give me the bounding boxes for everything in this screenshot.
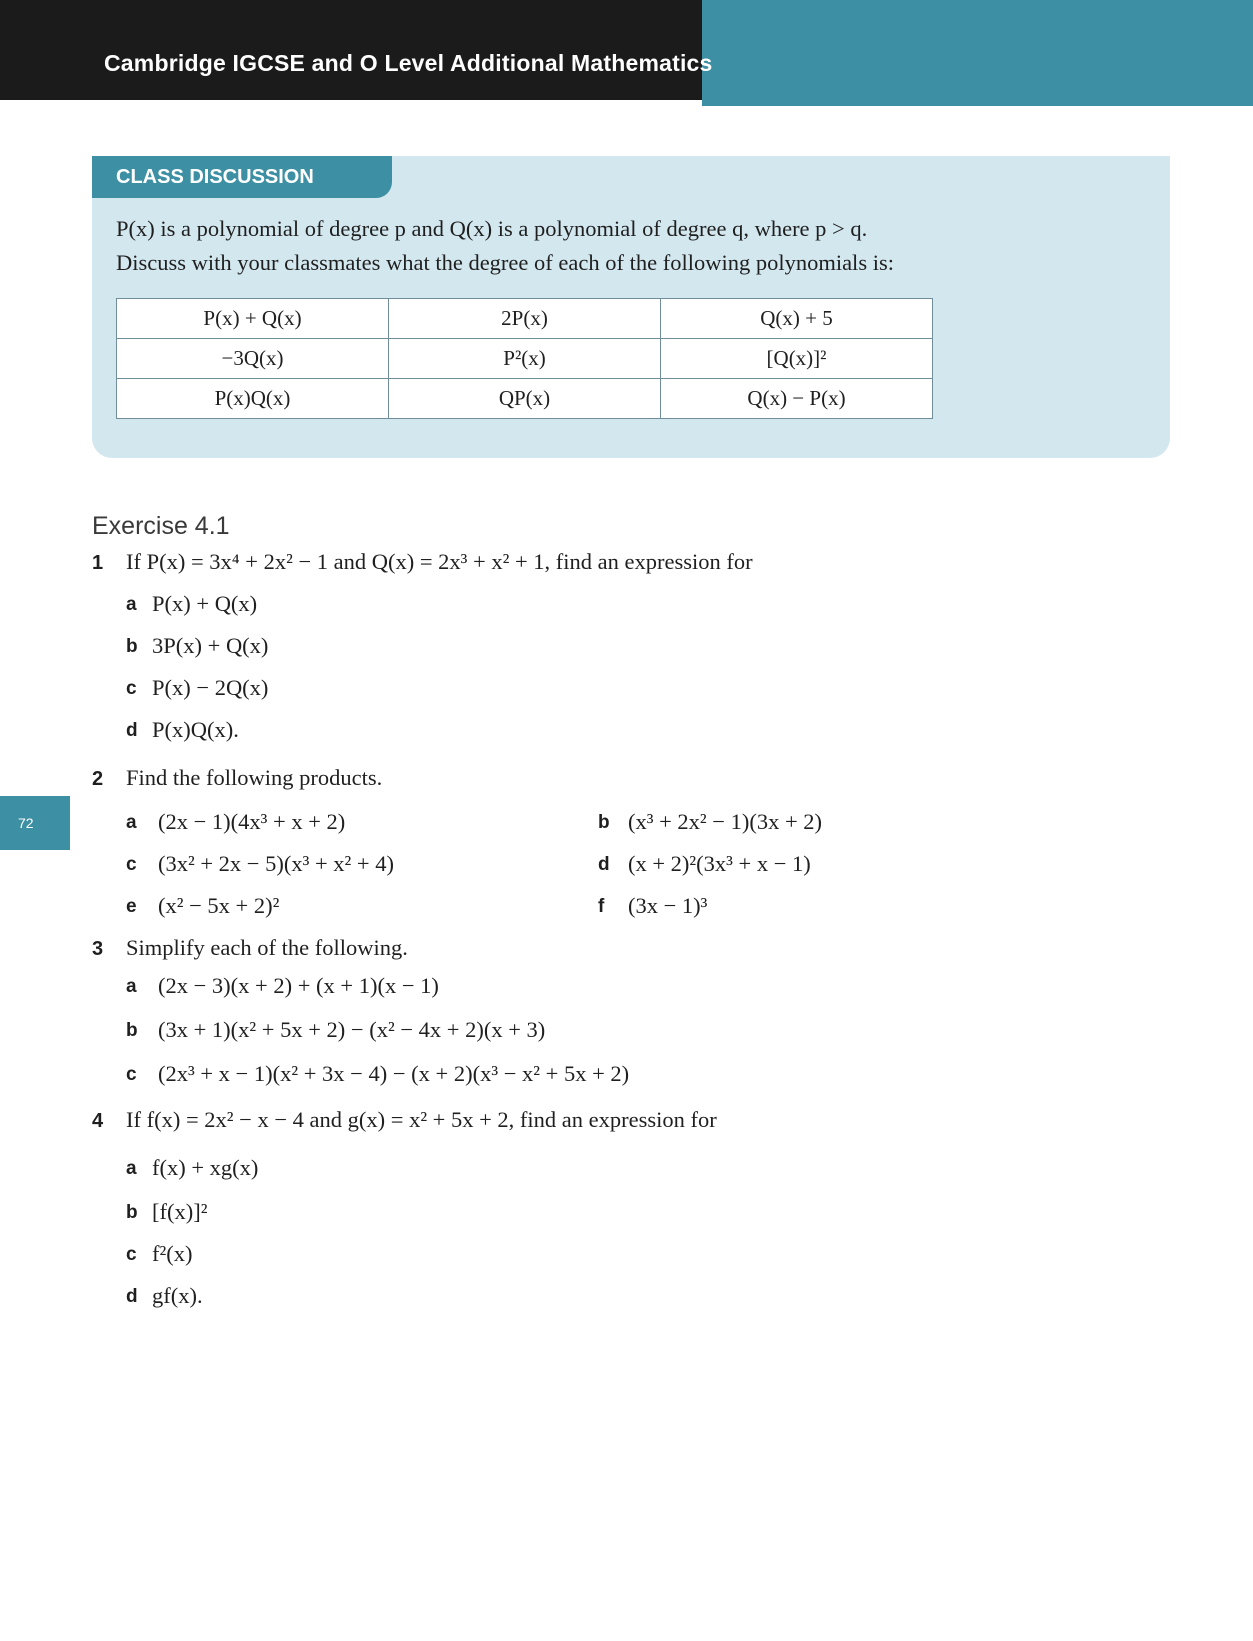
- part-expression: (2x − 1)(4x³ + x + 2): [158, 809, 346, 834]
- part-expression: gf(x).: [152, 1283, 203, 1308]
- discussion-line-2: Discuss with your classmates what the degree of each of the following polynomials is:: [116, 250, 894, 275]
- part-expression: P(x)Q(x).: [152, 717, 239, 742]
- question-text: Find the following products.: [126, 765, 383, 790]
- part-expression: (x³ + 2x² − 1)(3x + 2): [628, 809, 823, 834]
- part-label: a: [126, 976, 137, 997]
- part-label: a: [126, 594, 137, 615]
- part-label: b: [126, 1202, 138, 1223]
- part-label: c: [126, 1064, 137, 1085]
- table-cell: −3Q(x): [117, 339, 389, 379]
- part-label: d: [126, 1286, 138, 1307]
- discussion-line-1: P(x) is a polynomial of degree p and Q(x) is a polynomial of degree q, where p > q.: [116, 216, 868, 241]
- part-expression: (2x − 3)(x + 2) + (x + 1)(x − 1): [158, 973, 439, 998]
- part-expression: (3x + 1)(x² + 5x + 2) − (x² − 4x + 2)(x + 3): [158, 1017, 546, 1042]
- part-label: b: [126, 636, 138, 657]
- question-number: 3: [92, 938, 104, 960]
- part-label: d: [126, 720, 138, 741]
- book-title: Cambridge IGCSE and O Level Additional Mathematics: [104, 50, 713, 76]
- table-row: [117, 379, 933, 419]
- table-cell: P²(x): [389, 339, 661, 379]
- class-discussion-text: [116, 212, 1136, 280]
- part-expression: (2x³ + x − 1)(x² + 3x − 4) − (x + 2)(x³ − x² + 5x + 2): [158, 1061, 630, 1086]
- part-expression: [f(x)]²: [152, 1199, 208, 1224]
- part-label: a: [126, 812, 137, 833]
- part-label: c: [126, 854, 137, 875]
- part-expression: 3P(x) + Q(x): [152, 633, 269, 658]
- part-label: f: [598, 896, 605, 917]
- table-cell: [Q(x)]²: [661, 339, 933, 379]
- part-expression: (3x² + 2x − 5)(x³ + x² + 4): [158, 851, 394, 876]
- table-cell: Q(x) + 5: [661, 299, 933, 339]
- part-expression: P(x) + Q(x): [152, 591, 258, 616]
- table-cell: Q(x) − P(x): [661, 379, 933, 419]
- table-cell: P(x)Q(x): [117, 379, 389, 419]
- part-expression: f²(x): [152, 1241, 193, 1266]
- table-cell: P(x) + Q(x): [117, 299, 389, 339]
- part-expression: (x + 2)²(3x³ + x − 1): [628, 851, 811, 876]
- header-accent-bar: [702, 0, 1253, 106]
- part-label: d: [598, 854, 610, 875]
- table-cell: 2P(x): [389, 299, 661, 339]
- exercise-heading: Exercise 4.1: [92, 512, 230, 540]
- question-text: If P(x) = 3x⁴ + 2x² − 1 and Q(x) = 2x³ + x² + 1, find an expression for: [126, 549, 753, 574]
- page-number: 72: [0, 796, 70, 850]
- question-number: 1: [92, 552, 104, 574]
- table-row: [117, 339, 933, 379]
- part-label: e: [126, 896, 137, 917]
- part-label: a: [126, 1158, 137, 1179]
- part-label: b: [126, 1020, 138, 1041]
- question-number: 2: [92, 768, 104, 790]
- question-number: 4: [92, 1110, 104, 1132]
- part-expression: f(x) + xg(x): [152, 1155, 259, 1180]
- part-expression: (x² − 5x + 2)²: [158, 893, 280, 918]
- table-cell: QP(x): [389, 379, 661, 419]
- part-expression: (3x − 1)³: [628, 893, 708, 918]
- degree-table: [116, 298, 933, 419]
- class-discussion-label: CLASS DISCUSSION: [92, 156, 392, 198]
- part-label: b: [598, 812, 610, 833]
- question-text: If f(x) = 2x² − x − 4 and g(x) = x² + 5x + 2, find an expression for: [126, 1107, 717, 1132]
- question-text: Simplify each of the following.: [126, 935, 408, 960]
- part-label: c: [126, 678, 137, 699]
- table-row: [117, 299, 933, 339]
- part-label: c: [126, 1244, 137, 1265]
- part-expression: P(x) − 2Q(x): [152, 675, 269, 700]
